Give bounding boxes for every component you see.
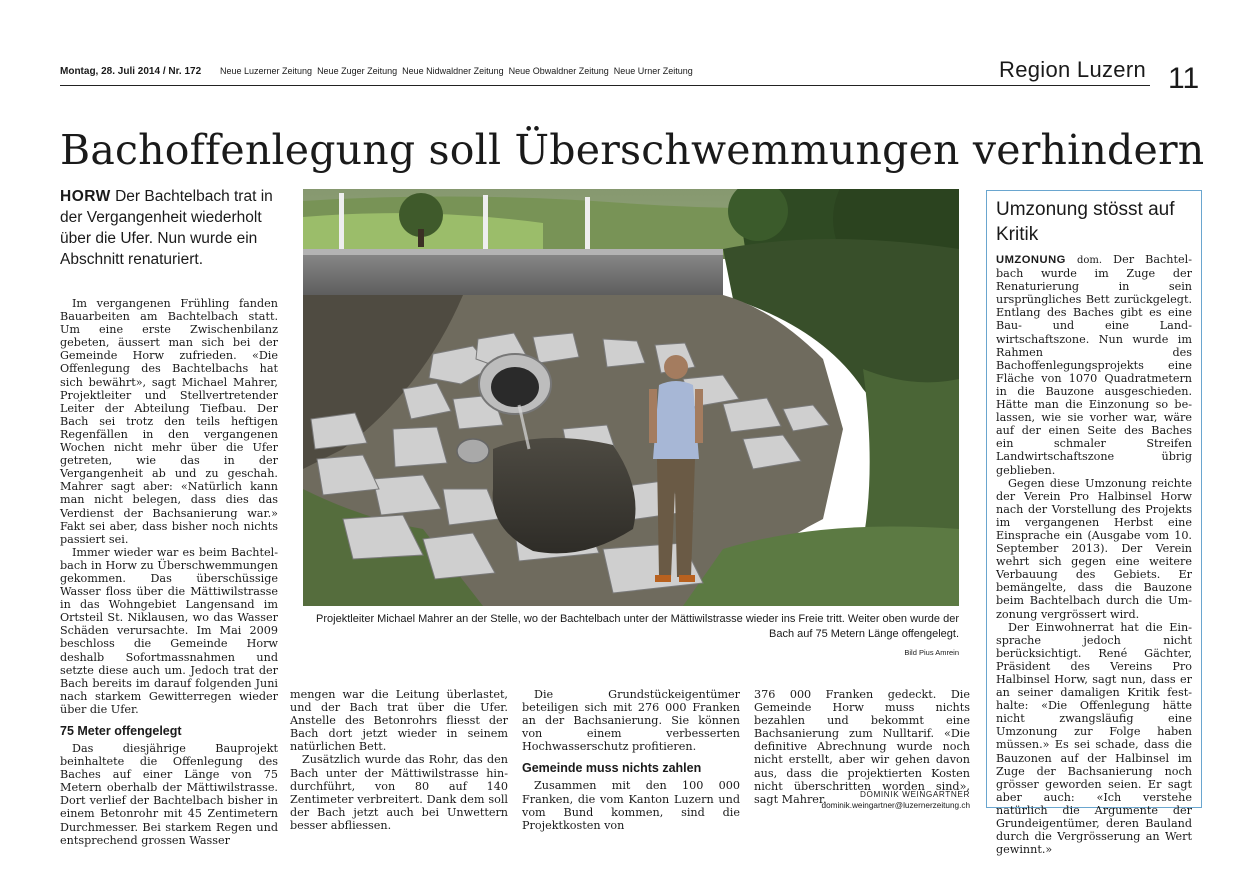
article-column-3	[522, 688, 740, 832]
masthead	[60, 57, 1150, 86]
photo-credit: Bild Pius Amrein	[904, 648, 959, 657]
article-photo	[303, 189, 959, 606]
lead-text: Der Bachtelbach trat in der Vergangenheit wiederholt über die Ufer. Nun wurde ein Abschnitt renaturiert.	[60, 188, 273, 268]
body-paragraph: 376 000 Franken gedeckt. Die Gemeinde Horw muss nichts bezahlen und bekommt eine Bachsanierung zum Nulltarif. «Die definitive Abrechnung wurde noch nicht erstellt, aber wir gehen davon aus, dass die projektierten Kosten nicht überschritten worden sind», sagt Mahrer.	[754, 688, 970, 806]
paper-name: Neue Luzerner Zeitung	[220, 66, 313, 76]
headline: Bachoffenlegung soll Überschwemmungen verhindern	[60, 126, 1205, 174]
article-column-2	[290, 688, 508, 832]
paper-name: Neue Obwaldner Zeitung	[508, 66, 609, 76]
body-paragraph: Im vergangenen Frühling fanden Bauarbeiten am Bachtelbach statt. Um eine erste Zwischenbilanz gebeten, äussert man sich bei der Gemeinde Horw zufrieden. «Die Offenlegung des Bachtelbachs hat sich bewährt», sagt Michael Mahrer, Projektleiter und Stellvertretender Leiter der Abteilung Tiefbau. Der Bach sei trotz den teils heftigen Regenfällen in den vergangenen Wochen nicht mehr über die Ufer getreten, wie das in der Vergangenheit ab und zu geschah. Mahrer sagt aber: «Natürlich kann man nicht belegen, dass dies das Verdienst der Bachsanierung war.» Fakt sei aber, dass bisher noch nichts passiert sei.	[60, 297, 278, 546]
paper-name: Neue Zuger Zeitung	[317, 66, 398, 76]
paper-name: Neue Urner Zeitung	[613, 66, 693, 76]
sidebar-body	[996, 253, 1192, 856]
photo-caption: Projektleiter Michael Mahrer an der Stelle, wo der Bachtelbach unter der Mättiwilstrasse wieder ins Freie tritt. Weiter oben wurde der Bach auf 75 Metern Länge offengelegt.	[316, 613, 959, 640]
sidebar-paragraph: Der Einwohnerrat hat die Einsprache jedoch nicht berücksichtigt. René Gächter, Präsident des Vereins Pro Halbinsel Horw, sagt nun, dass er an seiner damaligen Kritik festhalte: «Die Offenlegung hätte nicht zwangsläufig eine Umzonung zur Folge haben müssen.» Es sei schade, dass die Bauzonen auf der Halbinsel im Zuge der Bachsanierung noch grösser geworden seien. Er sagt aber auch: «Ich verstehe natürlich die Argumente der Grundeigentümer, deren Bauland durch die Vergrösserung an Wert gewinnt.»	[996, 620, 1192, 857]
article-column-1	[60, 297, 278, 847]
lead-paragraph	[60, 186, 278, 270]
section-title: Region Luzern	[999, 57, 1146, 82]
byline	[765, 789, 970, 811]
body-paragraph: Zusammen mit den 100 000 Franken, die vom Kanton Luzern und vom Bund kommen, sind die Projektkosten von	[522, 779, 740, 832]
lead-place: HORW	[60, 188, 111, 205]
sidebar-text: Der Bachtelbach wurde im Zuge der Renaturierung in sein ursprüngliches Bett zurückgelegt. Entlang des Baches gibt es eine Bau- und eine Landwirtschaftszone. Nun wurde im Rahmen des Bachoffenlegungsprojekts eine Fläche von 1070 Quadratmetern in die Bauzone ausgeschieden. Hätte man die Einzonung so belassen, wie sie vorher war, wäre auf der einen Seite des Baches ein schmaler Streifen Landwirtschaftszone übrig geblieben.	[996, 253, 1192, 477]
page-number: 11	[1168, 62, 1200, 95]
paper-name: Neue Nidwaldner Zeitung	[402, 66, 504, 76]
body-paragraph: Immer wieder war es beim Bachtelbach in Horw zu Überschwemmungen gekommen. Das überschüssige Wasser floss über die Mättiwilstrasse in das Wohngebiet Langensand im Ortsteil St. Niklausen, wo das Wasser Schäden verursachte. Im Mai 2009 beschloss die Gemeinde Horw deshalb Sofortmassnahmen und setzte diese auch um. Jedoch trat der Bach bereits im darauf folgenden Juni nach starkem Gewitterregen wieder über die Ufer.	[60, 545, 278, 716]
creek-photo-illustration	[303, 189, 959, 606]
sidebar-paragraph: Gegen diese Umzonung reichte der Verein Pro Halbinsel Horw nach der Vorstellung des Projekts im vergangenen Herbst eine Einsprache ein (Ausgabe vom 10. September 2013). Der Verein wehrt sich gegen eine weitere Verbauung des Gebiets. Er bemängelte, dass die Bauzone beim Bachtelbach durch die Umzonung vergrössert wird.	[996, 476, 1192, 621]
body-paragraph: Zusätzlich wurde das Rohr, das den Bach unter der Mättiwilstrasse hindurchführt, von 80 auf 140 Zentimeter verbreitert. Dank dem soll der Bach jetzt auch bei Unwettern besser abfliessen.	[290, 753, 508, 832]
issue-date: Montag, 28. Juli 2014 / Nr. 172	[60, 66, 202, 77]
body-paragraph: Das diesjährige Bauprojekt beinhaltete die Offenlegung des Baches auf einer Länge von 75 Metern oberhalb der Mättiwilstrasse. Dort verlief der Bachtelbach bisher in einem Betonrohr mit 45 Zentimetern Durchmesser. Bei starkem Regen und entsprechend grossen Wasser	[60, 742, 278, 847]
sidebar-paragraph	[996, 253, 1192, 477]
author-email: dominik.weingartner@luzernerzeitung.ch	[821, 801, 970, 810]
sidebar-box	[986, 190, 1202, 857]
newspaper-list	[220, 66, 693, 76]
subheading: 75 Meter offengelegt	[60, 724, 182, 738]
sidebar-kicker: UMZONUNG	[996, 254, 1066, 266]
subheading: Gemeinde muss nichts zahlen	[522, 761, 702, 776]
author-name: DOMINIK WEINGARTNER	[860, 790, 970, 799]
body-paragraph: mengen war die Leitung überlastet, und der Bach trat über die Ufer. Anstelle des Betonrohrs fliesst der Bach dort jetzt wieder in seinem natürlichen Bett.	[290, 688, 508, 754]
sidebar-author: dom.	[1076, 255, 1103, 266]
sidebar-title: Umzonung stösst auf Kritik	[996, 199, 1175, 245]
body-paragraph: Die Grundstückeigentümer beteiligen sich mit 276 000 Franken an der Bachsanierung. Sie können von einem verbesserten Hochwasserschutz profitieren.	[522, 688, 740, 754]
